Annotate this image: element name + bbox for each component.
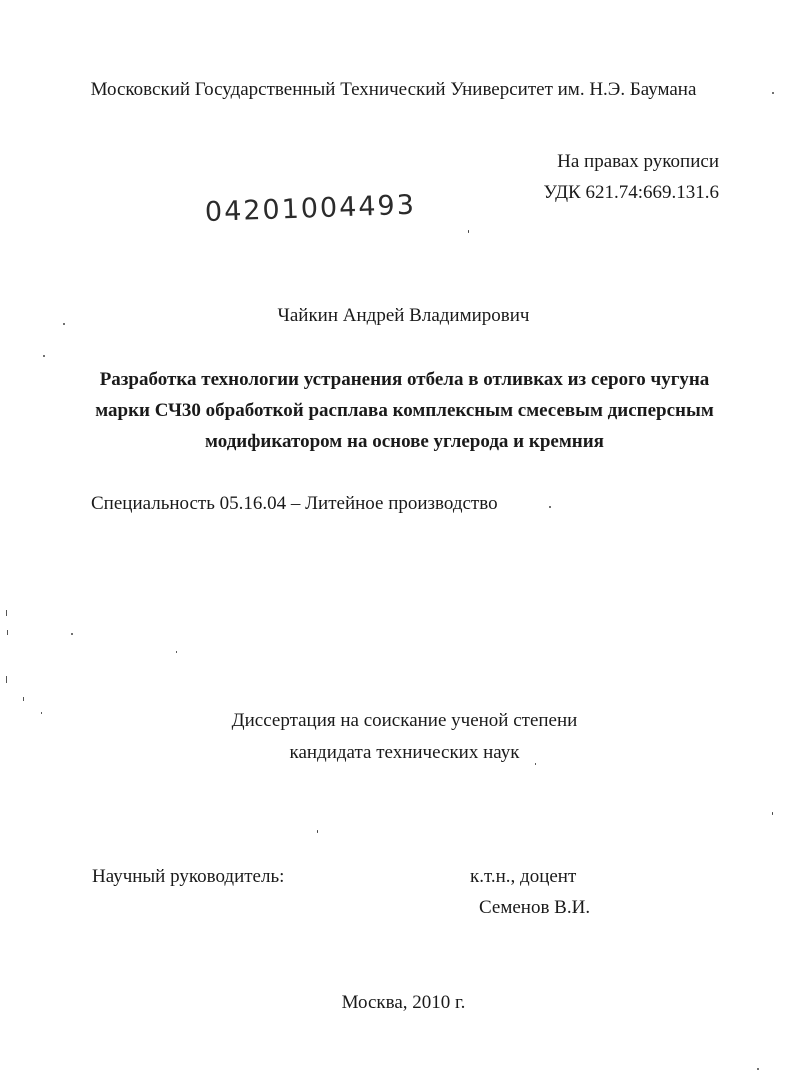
degree-statement-line-2: кандидата технических наук (289, 742, 520, 763)
author-name: Чайкин Андрей Владимирович (277, 305, 530, 326)
supervisor-name: Семенов В.И. (479, 897, 591, 918)
scan-speck (41, 712, 42, 714)
rights-note: На правах рукописи (557, 151, 719, 172)
scan-speck (535, 763, 536, 765)
scan-edge-mark (23, 697, 24, 701)
scan-edge-mark (6, 676, 7, 683)
dissertation-title-line-1: Разработка технологии устранения отбела в отливках из серого чугуна (99, 369, 710, 390)
supervisor-degree: к.т.н., доцент (470, 866, 577, 887)
udc-code: УДК 621.74:669.131.6 (543, 182, 719, 203)
scan-edge-mark (6, 610, 7, 616)
specialty: Специальность 05.16.04 – Литейное производство (91, 493, 498, 514)
scan-speck (468, 230, 469, 233)
city-year: Москва, 2010 г. (341, 992, 466, 1013)
scan-speck (176, 651, 177, 653)
scan-speck (772, 812, 773, 815)
dissertation-title-line-2: марки СЧ30 обработкой расплава комплексным смесевым дисперсным (95, 400, 714, 421)
supervisor-label: Научный руководитель: (92, 866, 285, 887)
degree-statement-line-1: Диссертация на соискание ученой степени (231, 710, 578, 731)
university-name: Московский Государственный Технический Университет им. Н.Э. Баумана (90, 79, 697, 100)
scan-speck (772, 92, 774, 94)
scan-speck (43, 355, 45, 357)
scan-edge-mark (7, 630, 8, 635)
scan-speck (63, 323, 65, 325)
scan-speck (71, 633, 73, 635)
handwritten-registration-number: 04201004493 (204, 189, 417, 228)
scan-speck (317, 830, 318, 833)
scan-speck (757, 1068, 759, 1070)
scan-speck (549, 506, 551, 508)
dissertation-title-line-3: модификатором на основе углерода и кремния (205, 431, 604, 452)
